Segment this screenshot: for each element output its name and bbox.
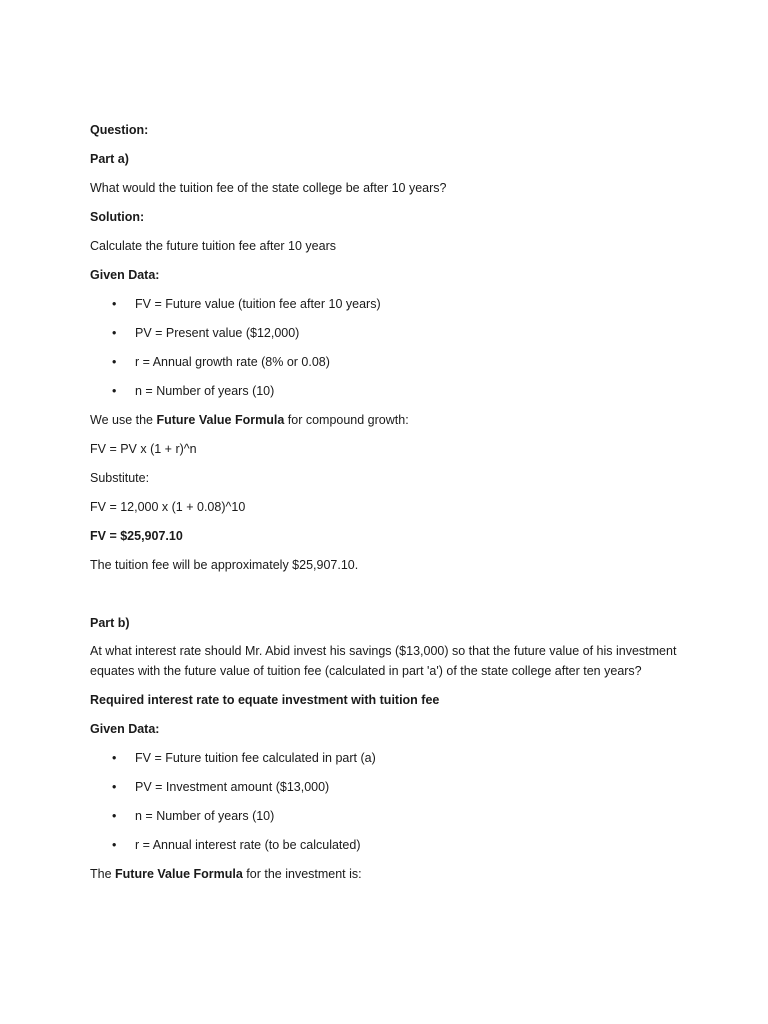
list-item: • n = Number of years (10): [90, 381, 680, 401]
list-item: • n = Number of years (10): [90, 806, 680, 826]
list-item: • FV = Future tuition fee calculated in part (a): [90, 748, 680, 768]
solution-label: Solution:: [90, 210, 145, 224]
question-label: Question:: [90, 123, 149, 137]
bullet-icon: •: [112, 355, 117, 369]
bullet-icon: •: [112, 297, 117, 311]
bullet-icon: •: [112, 326, 117, 340]
document-body: [90, 120, 680, 893]
list-item: • r = Annual interest rate (to be calculated): [90, 835, 680, 855]
bullet-icon: •: [112, 838, 117, 852]
part-a-intro: Calculate the future tuition fee after 10 years: [90, 239, 336, 253]
part-b-given-label: Given Data:: [90, 722, 160, 736]
required-label: Required interest rate to equate investment with tuition fee: [90, 693, 440, 707]
part-a-formula: FV = PV x (1 + r)^n: [90, 442, 197, 456]
bullet-icon: •: [112, 384, 117, 398]
list-item: • r = Annual growth rate (8% or 0.08): [90, 352, 680, 372]
bullet-icon: •: [112, 780, 117, 794]
part-b-question: At what interest rate should Mr. Abid invest his savings ($13,000) so that the future value of his investment equates with the future value of tuition fee (calculated in part 'a') of the state college after ten years?: [90, 644, 677, 678]
list-item: • PV = Investment amount ($13,000): [90, 777, 680, 797]
part-b-formula-intro: The Future Value Formula for the investment is:: [90, 867, 362, 881]
list-item: • FV = Future value (tuition fee after 10 years): [90, 294, 680, 314]
substitute-label: Substitute:: [90, 471, 150, 485]
part-a-given-label: Given Data:: [90, 268, 160, 282]
section-spacer: [90, 584, 680, 613]
part-a-given-list: [90, 294, 680, 401]
part-a-conclusion: The tuition fee will be approximately $25,907.10.: [90, 558, 359, 572]
part-a-heading: Part a): [90, 152, 129, 166]
list-item: • PV = Present value ($12,000): [90, 323, 680, 343]
part-b-given-list: [90, 748, 680, 855]
part-a-formula-intro: We use the Future Value Formula for compound growth:: [90, 413, 409, 427]
part-a-question: What would the tuition fee of the state college be after 10 years?: [90, 181, 447, 195]
bullet-icon: •: [112, 809, 117, 823]
part-b-heading: Part b): [90, 616, 130, 630]
bullet-icon: •: [112, 751, 117, 765]
part-a-substitution: FV = 12,000 x (1 + 0.08)^10: [90, 500, 246, 514]
part-a-result: FV = $25,907.10: [90, 529, 183, 543]
